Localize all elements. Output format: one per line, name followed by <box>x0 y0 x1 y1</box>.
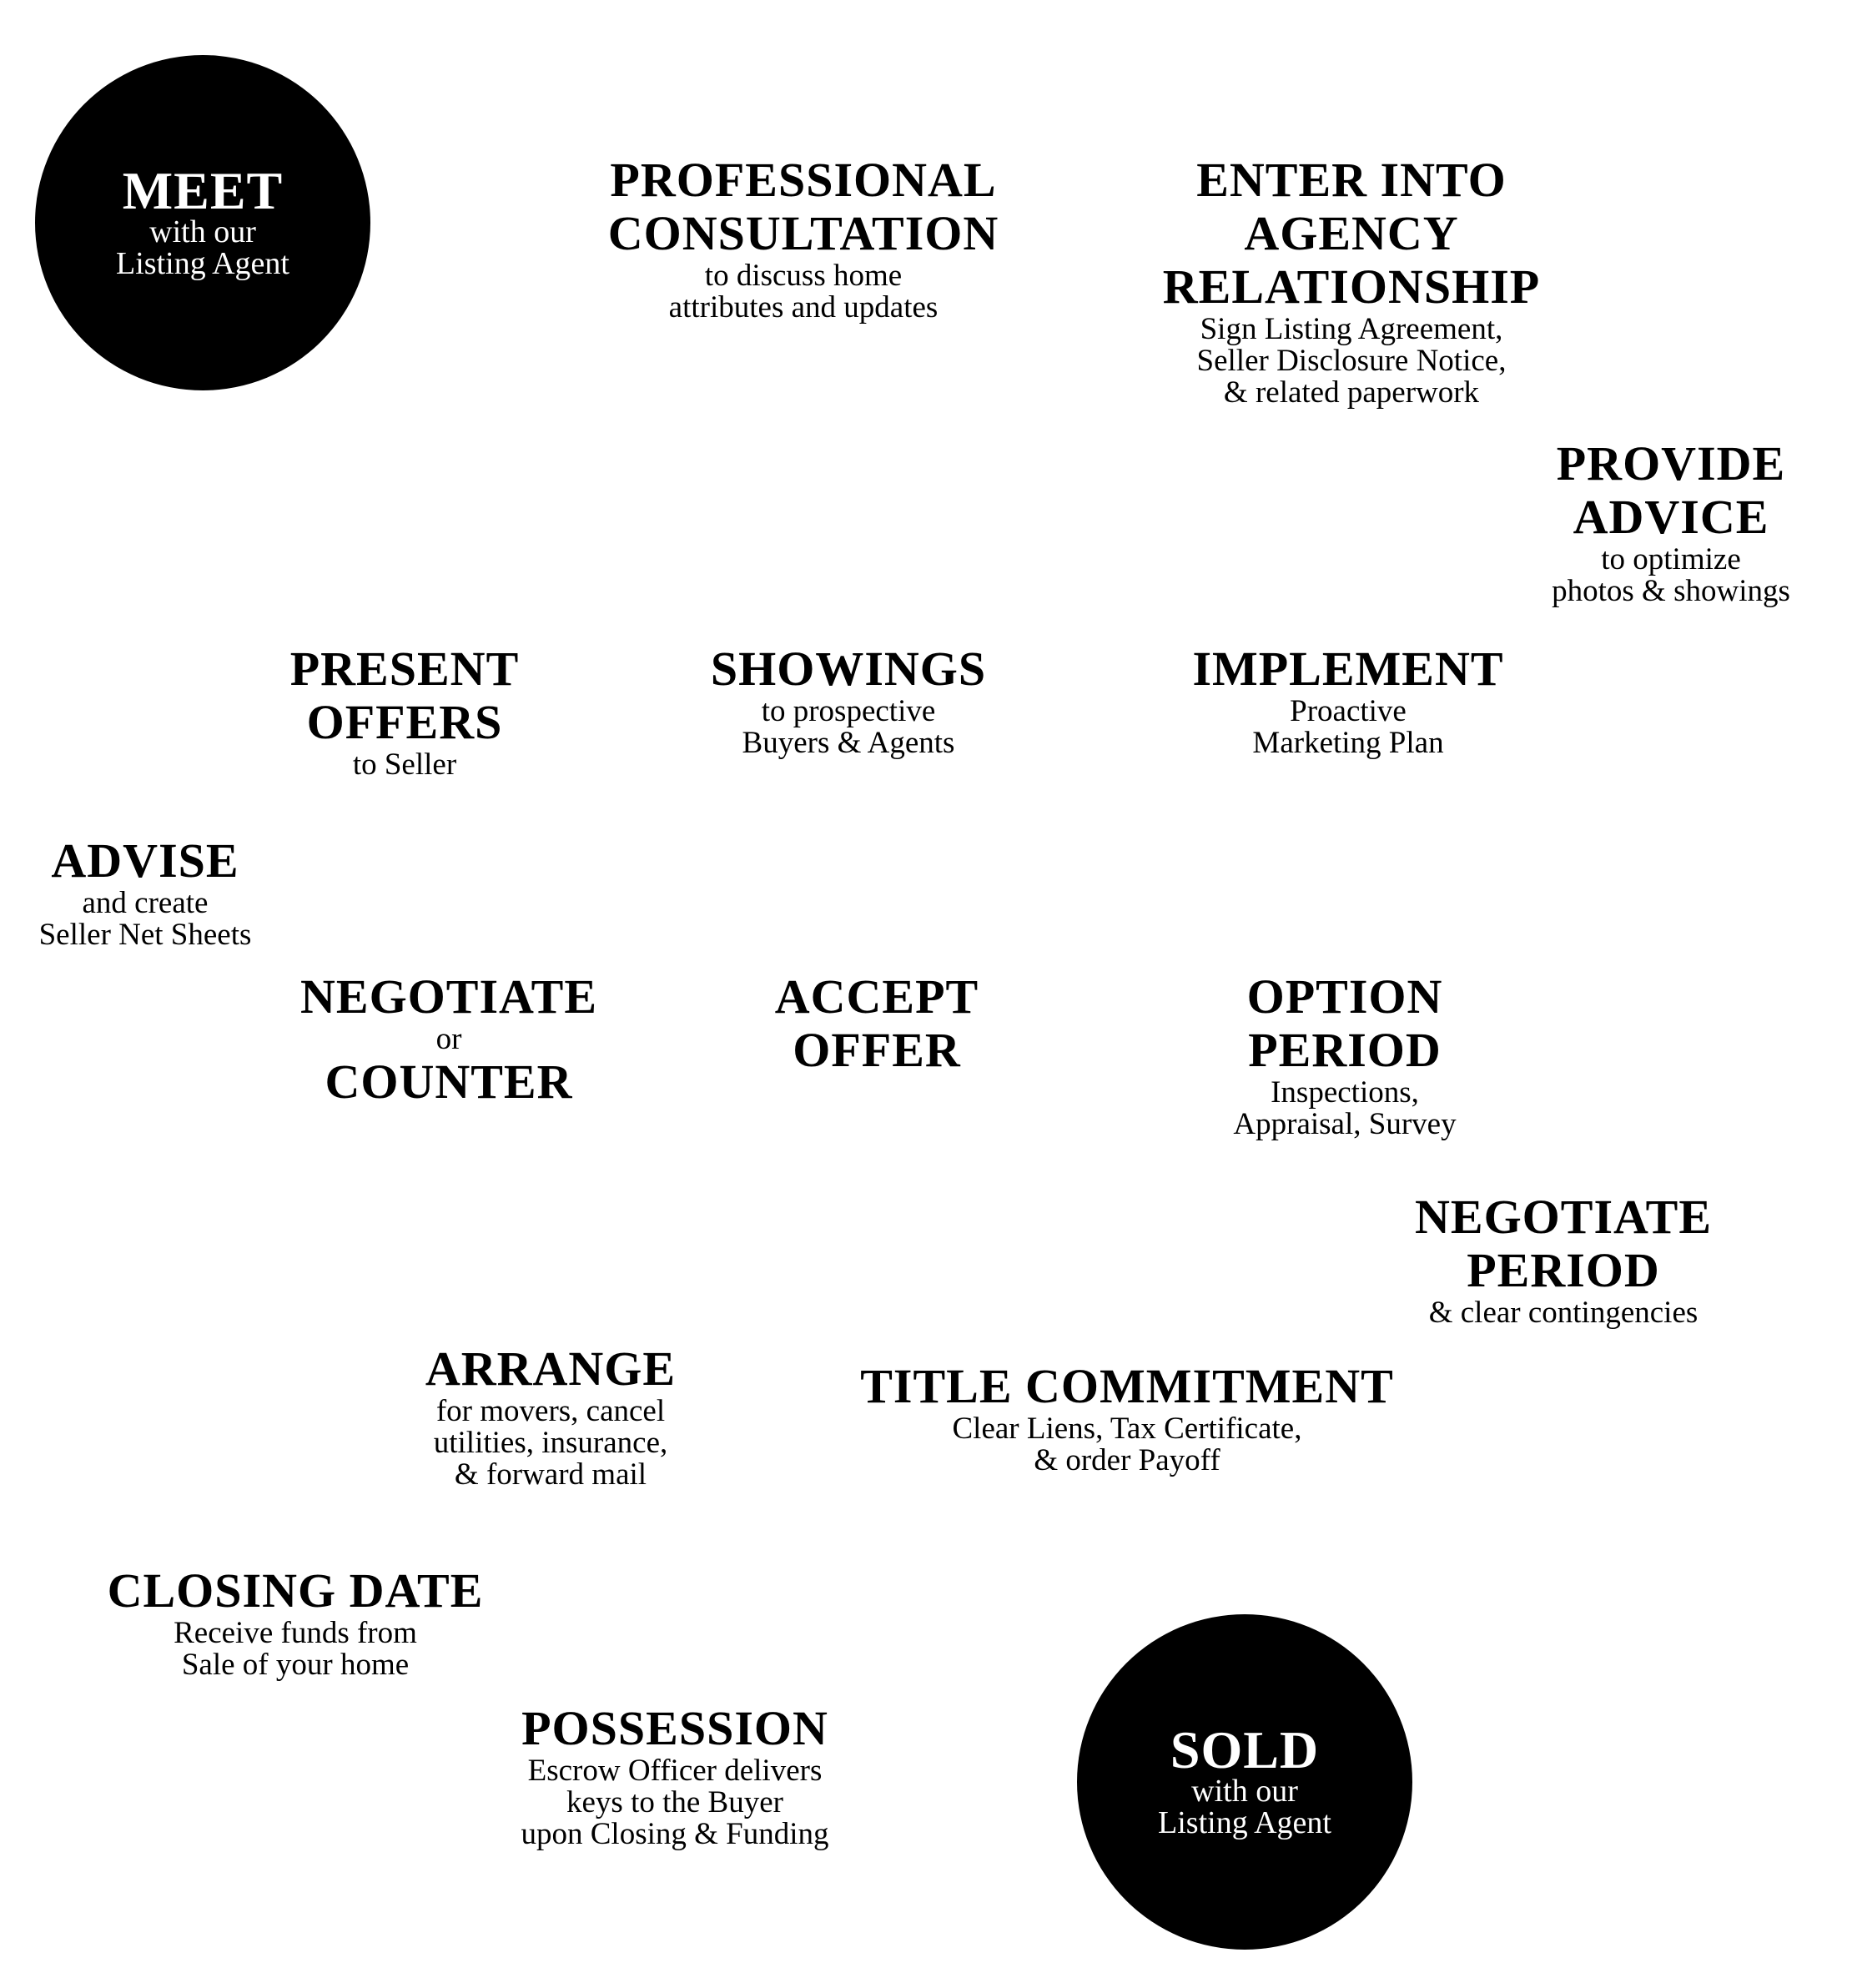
step-description: upon Closing & Funding <box>521 1817 829 1851</box>
step-title: NEGOTIATE <box>299 969 598 1024</box>
step-description: & forward mail <box>454 1457 647 1492</box>
step-title: CLOSING DATE <box>107 1563 484 1618</box>
step-description: to optimize <box>1601 542 1741 576</box>
step-description: utilities, insurance, <box>433 1426 668 1460</box>
step-description: & clear contingencies <box>1428 1296 1698 1330</box>
step-title: PROFESSIONAL <box>610 153 997 207</box>
step-title: ADVISE <box>51 833 239 888</box>
step-accept-offer <box>775 970 979 1077</box>
step-professional-consultation <box>608 154 999 324</box>
step-description: Seller Net Sheets <box>38 918 252 952</box>
step-possession <box>521 1702 828 1850</box>
step-arrange <box>425 1342 676 1491</box>
step-description: Marketing Plan <box>1252 726 1444 760</box>
step-description: attributes and updates <box>668 290 939 325</box>
step-title: TITLE COMMITMENT <box>860 1359 1394 1413</box>
step-negotiate-or-counter <box>300 970 597 1109</box>
step-description: & related paperwork <box>1223 375 1480 410</box>
step-description: Proactive <box>1290 694 1407 728</box>
meet-sub-1: with our <box>149 214 256 249</box>
step-advise <box>39 834 252 951</box>
sold-circle <box>1077 1614 1412 1950</box>
step-description: to prospective <box>761 694 936 728</box>
step-title: COUNTER <box>325 1054 573 1109</box>
step-title: POSSESSION <box>521 1701 828 1755</box>
step-connector-word: or <box>435 1022 462 1056</box>
step-title: ARRANGE <box>425 1341 677 1396</box>
step-title-commitment <box>860 1360 1394 1477</box>
step-description: & order Payoff <box>1034 1443 1220 1477</box>
meet-title: MEET <box>122 161 284 220</box>
step-implement <box>1192 642 1503 759</box>
sold-sub-2: Listing Agent <box>1158 1805 1331 1840</box>
step-title: IMPLEMENT <box>1192 642 1504 696</box>
step-description: keys to the Buyer <box>566 1785 783 1819</box>
step-title: OFFERS <box>306 695 503 749</box>
step-description: Seller Disclosure Notice, <box>1196 344 1507 378</box>
sold-title: SOLD <box>1170 1720 1320 1779</box>
step-description: to discuss home <box>704 259 903 293</box>
step-title: SHOWINGS <box>710 642 987 696</box>
step-title: PRESENT <box>289 642 520 696</box>
step-title: PROVIDE <box>1556 436 1786 491</box>
step-negotiate-period <box>1415 1190 1712 1329</box>
step-description: Inspections, <box>1271 1075 1419 1110</box>
step-closing-date <box>108 1564 484 1681</box>
step-title: PERIOD <box>1248 1023 1442 1077</box>
meet-circle <box>35 55 370 390</box>
step-description: Receive funds from <box>174 1616 417 1650</box>
step-present-offers <box>290 642 520 781</box>
step-title: CONSULTATION <box>607 206 999 260</box>
step-description: Sale of your home <box>181 1648 410 1682</box>
step-description: Escrow Officer delivers <box>527 1754 823 1788</box>
step-title: NEGOTIATE <box>1414 1190 1713 1244</box>
sold-sub-1: with our <box>1191 1774 1298 1809</box>
step-description: Clear Liens, Tax Certificate, <box>952 1412 1302 1446</box>
step-description: Buyers & Agents <box>742 726 955 760</box>
step-title: OPTION <box>1246 969 1443 1024</box>
step-description: Sign Listing Agreement, <box>1200 312 1503 346</box>
step-enter-agency <box>1163 154 1540 409</box>
meet-sub-2: Listing Agent <box>116 246 289 281</box>
step-description: to Seller <box>352 747 457 782</box>
step-showings <box>711 642 986 759</box>
step-title: AGENCY <box>1244 206 1459 260</box>
step-title: PERIOD <box>1467 1243 1660 1297</box>
step-description: photos & showings <box>1552 574 1790 608</box>
step-description: Appraisal, Survey <box>1233 1107 1457 1141</box>
step-option-period <box>1233 970 1456 1140</box>
step-title: OFFER <box>793 1023 961 1077</box>
step-title: ADVICE <box>1573 490 1769 544</box>
step-title: RELATIONSHIP <box>1162 259 1541 314</box>
step-provide-advice <box>1552 437 1790 607</box>
step-description: for movers, cancel <box>435 1394 666 1428</box>
step-description: and create <box>82 886 209 920</box>
step-title: ACCEPT <box>774 969 979 1024</box>
step-title: ENTER INTO <box>1196 153 1507 207</box>
